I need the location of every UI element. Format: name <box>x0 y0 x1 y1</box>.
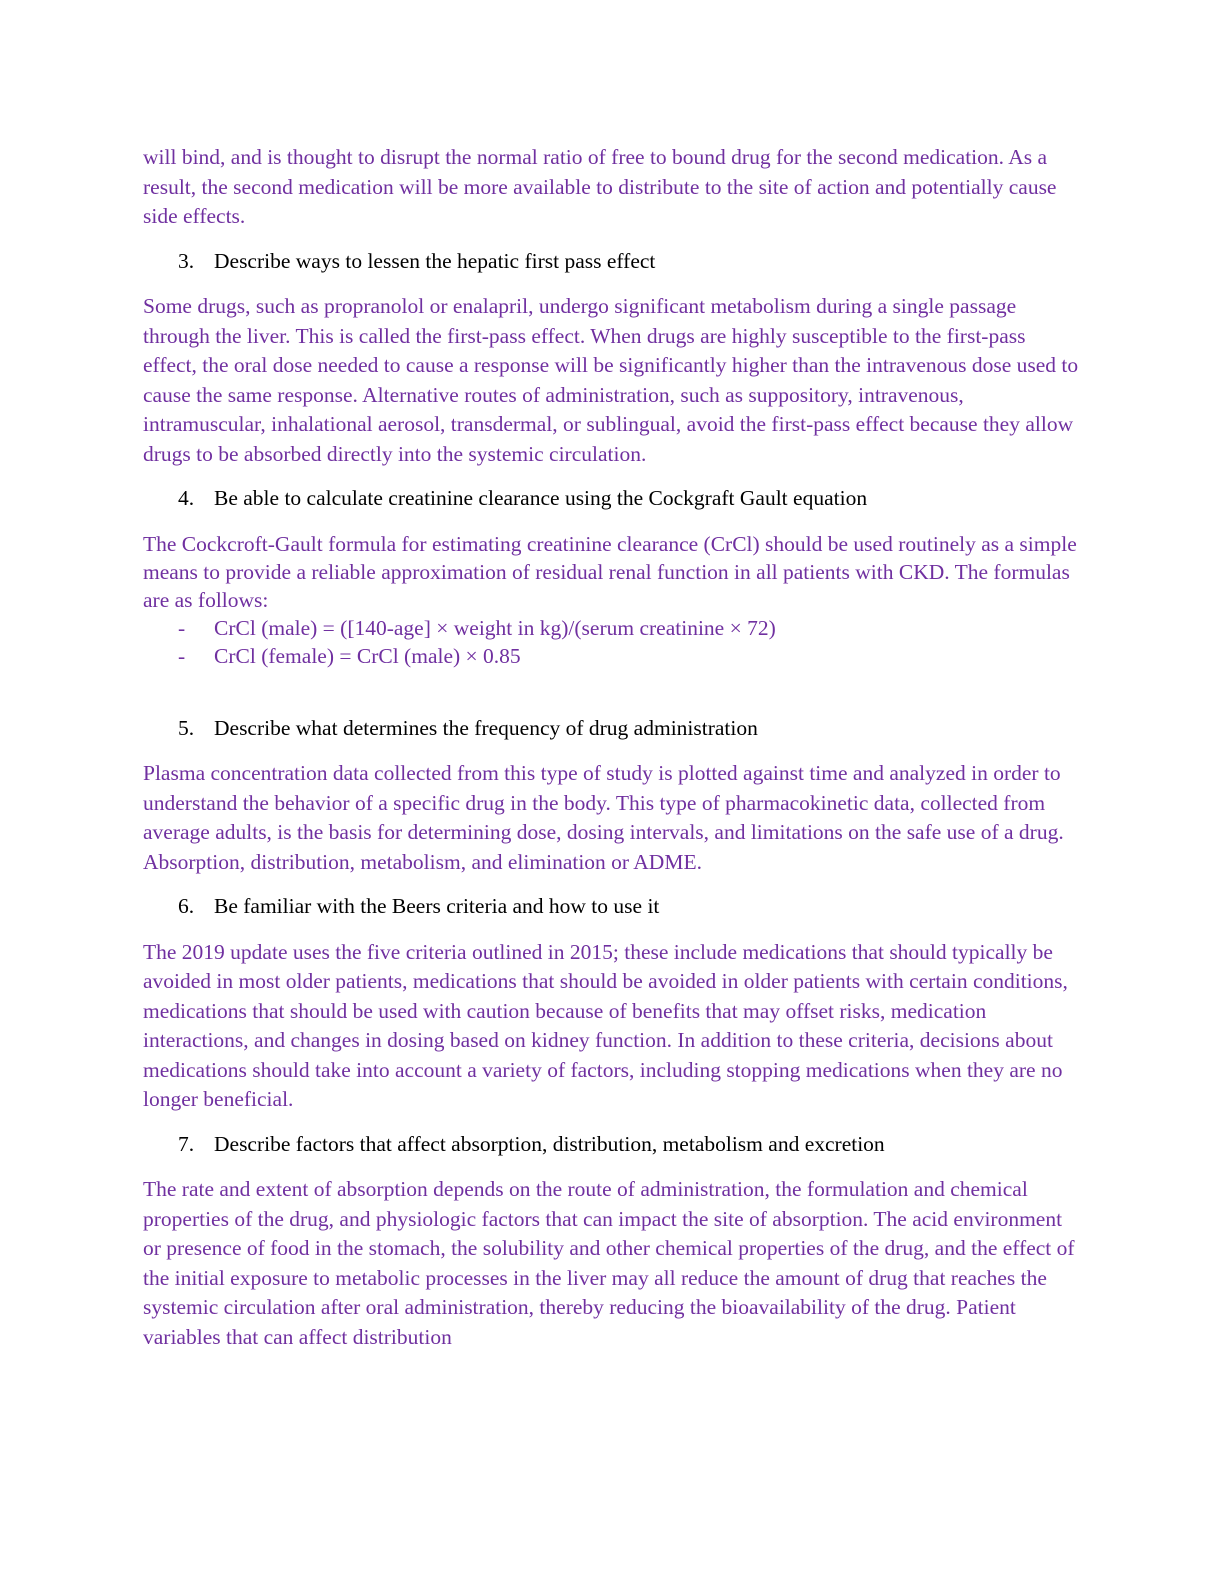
question-number: 5. <box>178 715 195 740</box>
question-7 <box>143 1130 1083 1160</box>
formula-text: CrCl (male) = ([140-age] × weight in kg)/(serum creatinine × 72) <box>214 615 776 640</box>
bullet-marker: - <box>178 615 186 640</box>
answer-4: The Cockcroft-Gault formula for estimating creatinine clearance (CrCl) should be used routinely as a simple means to provide a reliable approximation of residual renal function in all patients with CKD. The formulas are as follows: <box>143 531 1077 612</box>
answer-7: The rate and extent of absorption depends on the route of administration, the formulation and chemical properties of the drug, and physiologic factors that can impact the site of absorption. The acid environment or presence of food in the stomach, the solubility and other chemical properties of the drug, and the effect of the initial exposure to metabolic processes in the liver may all reduce the amount of drug that reaches the systemic circulation after oral administration, thereby reducing the bioavailability of the drug. Patient variables that can affect distribution <box>143 1177 1075 1349</box>
answer-6: The 2019 update uses the five criteria outlined in 2015; these include medications that should typically be avoided in most older patients, medications that should be avoided in older patients with certain conditions, medications that should be used with caution because of benefits that may offset risks, medication interactions, and changes in dosing based on kidney function. In addition to these criteria, decisions about medications should take into account a variety of factors, including stopping medications when they are no longer beneficial. <box>143 939 1068 1111</box>
question-5 <box>143 714 1083 744</box>
answer-3: Some drugs, such as propranolol or enalapril, undergo significant metabolism during a single passage through the liver. This is called the first-pass effect. When drugs are highly susceptible to the first-pass effect, the oral dose needed to cause a response will be significantly higher than the intravenous dose used to cause the same response. Alternative routes of administration, such as suppository, intravenous, intramuscular, inhalational aerosol, transdermal, or sublingual, avoid the first-pass effect because they allow drugs to be absorbed directly into the systemic circulation. <box>143 294 1079 466</box>
question-text: Describe ways to lessen the hepatic first pass effect <box>214 248 656 273</box>
question-text: Be able to calculate creatinine clearance using the Cockgraft Gault equation <box>214 486 868 510</box>
answer-5: Plasma concentration data collected from this type of study is plotted against time and analyzed in order to understand the behavior of a specific drug in the body. This type of pharmacokinetic data, collected from average adults, is the basis for determining dose, dosing intervals, and limitations on the safe use of a drug. Absorption, distribution, metabolism, and elimination or ADME. <box>143 761 1064 874</box>
question-text: Describe factors that affect absorption, distribution, metabolism and excretion <box>214 1131 885 1156</box>
formula-list <box>143 614 1083 670</box>
document-page <box>143 143 1083 1352</box>
question-6 <box>143 892 1083 922</box>
question-number: 4. <box>178 486 195 510</box>
bullet-marker: - <box>178 643 186 668</box>
formula-item <box>143 614 1083 642</box>
question-number: 3. <box>178 248 195 273</box>
question-4 <box>143 484 1083 514</box>
question-number: 7. <box>178 1131 195 1156</box>
question-text: Describe what determines the frequency of drug administration <box>214 715 758 740</box>
question-3 <box>143 247 1083 277</box>
intro-answer: will bind, and is thought to disrupt the normal ratio of free to bound drug for the second medication. As a result, the second medication will be more available to distribute to the site of action and potentially cause side effects. <box>143 145 1057 228</box>
question-number: 6. <box>178 894 195 918</box>
formula-item <box>143 642 1083 670</box>
question-text: Be familiar with the Beers criteria and how to use it <box>214 894 660 918</box>
formula-text: CrCl (female) = CrCl (male) × 0.85 <box>214 643 521 668</box>
